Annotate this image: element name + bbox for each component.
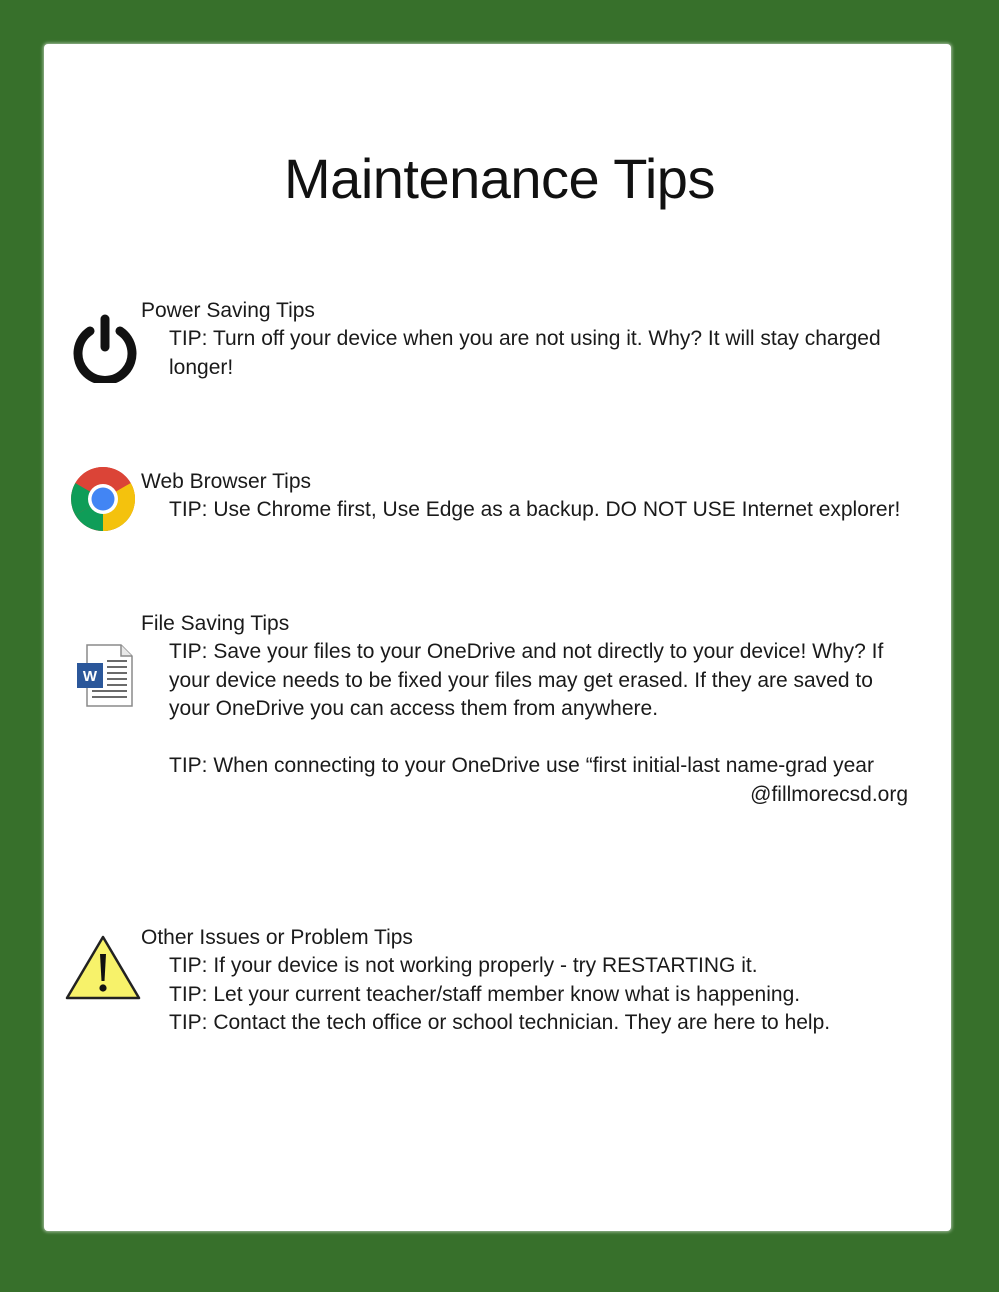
email-domain: @fillmorecsd.org [750,783,908,806]
chrome-icon [70,466,136,532]
section-heading: Web Browser Tips [141,470,311,493]
section-heading: Other Issues or Problem Tips [141,926,413,949]
section-heading: File Saving Tips [141,612,290,635]
section-heading: Power Saving Tips [141,299,315,322]
page-title: Maintenance Tips [284,147,715,210]
tip-text: TIP: Save your files to your OneDrive and not directly to your device! Why? If your device needs to be fixed your files may get erased. If they are saved to your OneDrive you can access them from anywhere. [169,640,884,721]
tip-text: TIP: Turn off your device when you are not using it. Why? It will stay charged longer! [169,327,881,379]
tip-text: TIP: When connecting to your OneDrive use “first initial-last name-grad year [169,754,874,777]
word-document-icon [77,643,135,709]
power-icon [70,311,140,383]
warning-icon [64,934,142,1002]
tip-text: TIP: If your device is not working properly - try RESTARTING it. [169,954,758,977]
svg-text:W: W [82,668,98,685]
tip-text: TIP: Use Chrome first, Use Edge as a backup. DO NOT USE Internet explorer! [169,498,901,521]
tip-text: TIP: Contact the tech office or school technician. They are here to help. [169,1011,831,1034]
tip-text: TIP: Let your current teacher/staff member know what is happening. [169,983,801,1006]
